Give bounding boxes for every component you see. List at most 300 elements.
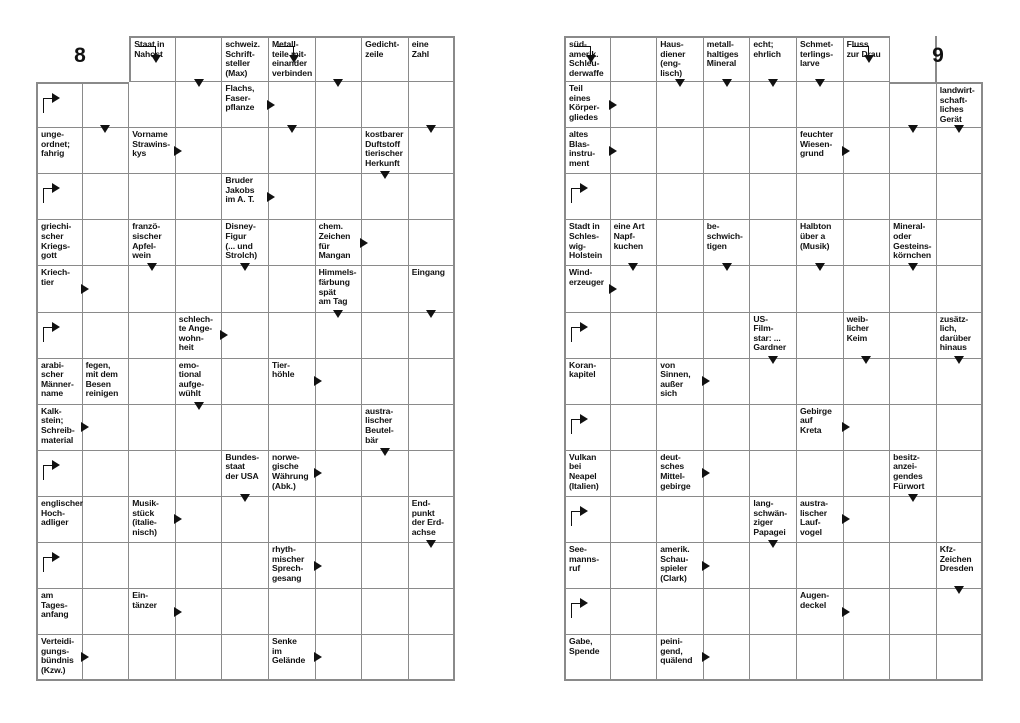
answer-cell[interactable] bbox=[750, 451, 797, 497]
arrow-down-icon bbox=[628, 263, 638, 271]
clue-text: arabi- scher Männer- name bbox=[41, 359, 74, 399]
answer-cell[interactable] bbox=[316, 174, 363, 220]
answer-cell[interactable] bbox=[797, 82, 844, 128]
clue-cell bbox=[657, 36, 704, 82]
answer-cell[interactable] bbox=[316, 451, 363, 497]
answer-cell[interactable] bbox=[222, 266, 269, 312]
answer-cell[interactable] bbox=[409, 405, 456, 451]
answer-cell[interactable] bbox=[409, 174, 456, 220]
answer-cell[interactable] bbox=[83, 82, 130, 128]
answer-cell[interactable] bbox=[704, 405, 751, 451]
arrow-down-icon bbox=[147, 263, 157, 271]
answer-cell[interactable] bbox=[316, 359, 363, 405]
clue-cell bbox=[269, 36, 316, 82]
answer-cell[interactable] bbox=[704, 635, 751, 681]
answer-cell[interactable] bbox=[129, 313, 176, 359]
clue-cell bbox=[704, 220, 751, 266]
clue-cell bbox=[564, 82, 611, 128]
clue-cell bbox=[409, 497, 456, 543]
clue-text: eine Art Napf- kuchen bbox=[613, 221, 645, 251]
arrow-down-icon bbox=[100, 125, 110, 133]
arrow-down-icon bbox=[380, 448, 390, 456]
arrow-right-icon bbox=[842, 422, 850, 432]
arrow-down-icon bbox=[954, 356, 964, 364]
clue-text: Himmels- färbung spät am Tag bbox=[318, 267, 357, 307]
arrow-hook-right-icon bbox=[571, 511, 582, 526]
answer-cell[interactable] bbox=[176, 266, 223, 312]
answer-cell[interactable] bbox=[409, 543, 456, 589]
clue-text: Mineral- oder Gesteins- körnchen bbox=[893, 221, 932, 261]
clue-text: Haus- diener (eng- lisch) bbox=[660, 39, 686, 78]
answer-cell[interactable] bbox=[269, 128, 316, 174]
answer-cell[interactable] bbox=[844, 497, 891, 543]
answer-cell[interactable] bbox=[176, 36, 223, 82]
answer-cell[interactable] bbox=[316, 635, 363, 681]
clue-cell bbox=[36, 128, 83, 174]
answer-cell[interactable] bbox=[750, 543, 797, 589]
answer-cell[interactable] bbox=[409, 451, 456, 497]
clue-text: Metall- teile mit- einander verbinden bbox=[271, 39, 313, 78]
answer-cell[interactable] bbox=[937, 266, 984, 312]
clue-cell bbox=[657, 543, 704, 589]
answer-cell[interactable] bbox=[83, 266, 130, 312]
clue-cell bbox=[657, 359, 704, 405]
clue-text: fegen, mit dem Besen reinigen bbox=[85, 359, 119, 399]
answer-cell[interactable] bbox=[750, 589, 797, 635]
answer-cell[interactable] bbox=[129, 405, 176, 451]
answer-cell[interactable] bbox=[937, 174, 984, 220]
arrow-down-icon bbox=[954, 586, 964, 594]
answer-cell[interactable] bbox=[657, 220, 704, 266]
answer-cell[interactable] bbox=[316, 36, 363, 82]
answer-cell[interactable] bbox=[844, 82, 891, 128]
answer-cell[interactable] bbox=[611, 635, 658, 681]
answer-cell[interactable] bbox=[129, 359, 176, 405]
arrow-hook-right-icon bbox=[43, 327, 54, 342]
clue-cell bbox=[222, 220, 269, 266]
arrow-down-icon bbox=[861, 356, 871, 364]
answer-cell[interactable] bbox=[704, 174, 751, 220]
clue-cell bbox=[797, 497, 844, 543]
clue-text: Staat in Nahost bbox=[134, 39, 165, 59]
answer-cell[interactable] bbox=[564, 313, 611, 359]
answer-cell[interactable] bbox=[409, 82, 456, 128]
clue-cell bbox=[564, 220, 611, 266]
clue-cell bbox=[564, 36, 611, 82]
clue-text: Fluss zur Drau bbox=[846, 39, 881, 59]
answer-cell[interactable] bbox=[937, 451, 984, 497]
answer-cell[interactable] bbox=[222, 359, 269, 405]
answer-cell[interactable] bbox=[564, 405, 611, 451]
answer-cell[interactable] bbox=[611, 405, 658, 451]
clue-cell bbox=[316, 220, 363, 266]
answer-cell[interactable] bbox=[611, 174, 658, 220]
answer-cell[interactable] bbox=[844, 174, 891, 220]
clue-text: besitz- anzei- gendes Fürwort bbox=[893, 451, 925, 491]
clue-cell bbox=[750, 36, 797, 82]
answer-cell[interactable] bbox=[36, 451, 83, 497]
clue-text: schweiz. Schrift- steller (Max) bbox=[225, 39, 260, 78]
clue-cell bbox=[797, 128, 844, 174]
clue-cell bbox=[129, 497, 176, 543]
clue-text: Stadt in Schles- wig- Holstein bbox=[569, 221, 603, 261]
answer-cell[interactable] bbox=[844, 266, 891, 312]
answer-cell[interactable] bbox=[844, 589, 891, 635]
answer-cell[interactable] bbox=[937, 220, 984, 266]
arrow-right-icon bbox=[609, 100, 617, 110]
arrow-down-icon bbox=[722, 263, 732, 271]
answer-cell[interactable] bbox=[176, 497, 223, 543]
clue-text: von Sinnen, außer sich bbox=[660, 359, 691, 399]
clue-text: altes Blas- instru- ment bbox=[569, 129, 596, 168]
clue-text: Bundes- staat der USA bbox=[225, 451, 260, 482]
clue-cell bbox=[222, 82, 269, 128]
arrow-right-icon bbox=[609, 146, 617, 156]
answer-cell[interactable] bbox=[222, 635, 269, 681]
answer-cell[interactable] bbox=[750, 174, 797, 220]
answer-cell[interactable] bbox=[129, 543, 176, 589]
answer-cell[interactable] bbox=[890, 543, 937, 589]
arrow-down-icon bbox=[954, 125, 964, 133]
answer-cell[interactable] bbox=[844, 543, 891, 589]
answer-cell[interactable] bbox=[657, 589, 704, 635]
answer-cell[interactable] bbox=[176, 589, 223, 635]
answer-cell[interactable] bbox=[362, 220, 409, 266]
answer-cell[interactable] bbox=[611, 451, 658, 497]
clue-text: Halbton über a (Musik) bbox=[799, 221, 832, 251]
clue-cell bbox=[36, 405, 83, 451]
answer-cell[interactable] bbox=[222, 128, 269, 174]
clue-text: US- Film- star: ... Gardner bbox=[753, 313, 787, 353]
answer-cell[interactable] bbox=[704, 359, 751, 405]
arrow-down-icon bbox=[908, 263, 918, 271]
page-number: 8 bbox=[74, 44, 86, 67]
answer-cell[interactable] bbox=[657, 497, 704, 543]
answer-cell[interactable] bbox=[657, 405, 704, 451]
arrow-hook-right-icon bbox=[43, 188, 54, 203]
answer-cell[interactable] bbox=[176, 405, 223, 451]
answer-cell[interactable] bbox=[316, 128, 363, 174]
answer-cell[interactable] bbox=[83, 589, 130, 635]
answer-cell[interactable] bbox=[564, 589, 611, 635]
answer-cell[interactable] bbox=[176, 174, 223, 220]
clue-text: chem. Zeichen für Mangan bbox=[318, 221, 351, 261]
clue-cell bbox=[937, 82, 984, 128]
answer-cell[interactable] bbox=[36, 174, 83, 220]
answer-cell[interactable] bbox=[611, 82, 658, 128]
answer-cell[interactable] bbox=[83, 635, 130, 681]
answer-cell[interactable] bbox=[797, 451, 844, 497]
answer-cell[interactable] bbox=[564, 497, 611, 543]
answer-cell[interactable] bbox=[176, 635, 223, 681]
answer-cell[interactable] bbox=[362, 451, 409, 497]
clue-cell bbox=[129, 128, 176, 174]
answer-cell[interactable] bbox=[176, 220, 223, 266]
answer-cell[interactable] bbox=[564, 174, 611, 220]
answer-cell[interactable] bbox=[611, 497, 658, 543]
answer-cell[interactable] bbox=[704, 128, 751, 174]
clue-text: lang- schwän- ziger Papagei bbox=[753, 497, 788, 537]
answer-cell[interactable] bbox=[704, 543, 751, 589]
clue-text: norwe- gische Währung (Abk.) bbox=[271, 451, 309, 491]
answer-cell[interactable] bbox=[704, 313, 751, 359]
clue-text: Verteidi- gungs- bündnis (Kzw.) bbox=[41, 636, 75, 675]
crossword-grid bbox=[564, 36, 983, 681]
answer-cell[interactable] bbox=[83, 543, 130, 589]
answer-cell[interactable] bbox=[269, 405, 316, 451]
answer-cell[interactable] bbox=[657, 128, 704, 174]
arrow-right-icon bbox=[702, 468, 710, 478]
answer-cell[interactable] bbox=[409, 359, 456, 405]
clue-cell bbox=[890, 220, 937, 266]
answer-cell[interactable] bbox=[36, 543, 83, 589]
clue-cell bbox=[36, 359, 83, 405]
arrow-right-icon bbox=[267, 100, 275, 110]
answer-cell[interactable] bbox=[611, 589, 658, 635]
answer-cell[interactable] bbox=[611, 36, 658, 82]
answer-cell[interactable] bbox=[362, 313, 409, 359]
arrow-down-icon bbox=[768, 540, 778, 548]
clue-cell bbox=[176, 313, 223, 359]
answer-cell[interactable] bbox=[362, 635, 409, 681]
answer-cell[interactable] bbox=[844, 451, 891, 497]
answer-cell[interactable] bbox=[316, 405, 363, 451]
clue-cell bbox=[36, 220, 83, 266]
answer-cell[interactable] bbox=[409, 128, 456, 174]
arrow-right-icon bbox=[702, 652, 710, 662]
clue-cell bbox=[36, 497, 83, 543]
arrow-right-icon bbox=[81, 284, 89, 294]
answer-cell[interactable] bbox=[797, 359, 844, 405]
answer-cell[interactable] bbox=[937, 128, 984, 174]
answer-cell[interactable] bbox=[362, 497, 409, 543]
clue-cell bbox=[269, 451, 316, 497]
arrow-down-icon bbox=[287, 125, 297, 133]
answer-cell[interactable] bbox=[750, 220, 797, 266]
answer-cell[interactable] bbox=[83, 174, 130, 220]
answer-cell[interactable] bbox=[316, 82, 363, 128]
clue-text: zusätz- lich, darüber hinaus bbox=[939, 313, 972, 353]
answer-cell[interactable] bbox=[611, 359, 658, 405]
answer-cell[interactable] bbox=[83, 451, 130, 497]
answer-cell[interactable] bbox=[316, 497, 363, 543]
answer-cell[interactable] bbox=[797, 543, 844, 589]
arrow-right-icon bbox=[842, 146, 850, 156]
answer-cell[interactable] bbox=[937, 497, 984, 543]
answer-cell[interactable] bbox=[890, 405, 937, 451]
answer-cell[interactable] bbox=[657, 82, 704, 128]
answer-cell[interactable] bbox=[704, 82, 751, 128]
arrow-right-icon bbox=[702, 376, 710, 386]
answer-cell[interactable] bbox=[176, 451, 223, 497]
arrow-right-icon bbox=[842, 514, 850, 524]
crossword-grid bbox=[36, 36, 455, 681]
answer-cell[interactable] bbox=[222, 313, 269, 359]
answer-cell[interactable] bbox=[269, 589, 316, 635]
answer-cell[interactable] bbox=[890, 497, 937, 543]
clue-text: Gabe, Spende bbox=[569, 636, 600, 656]
answer-cell[interactable] bbox=[83, 220, 130, 266]
clue-text: Augen- deckel bbox=[799, 590, 829, 610]
clue-text: am Tages- anfang bbox=[41, 590, 69, 620]
answer-cell[interactable] bbox=[797, 635, 844, 681]
clue-text: rhyth- mischer Sprech- gesang bbox=[271, 544, 305, 583]
answer-cell[interactable] bbox=[657, 266, 704, 312]
answer-cell[interactable] bbox=[750, 405, 797, 451]
arrow-down-icon bbox=[240, 494, 250, 502]
answer-cell[interactable] bbox=[611, 128, 658, 174]
answer-cell[interactable] bbox=[611, 266, 658, 312]
arrow-right-icon bbox=[360, 238, 368, 248]
answer-cell[interactable] bbox=[890, 589, 937, 635]
answer-cell[interactable] bbox=[129, 451, 176, 497]
answer-cell[interactable] bbox=[316, 589, 363, 635]
answer-cell[interactable] bbox=[362, 543, 409, 589]
clue-cell bbox=[797, 589, 844, 635]
answer-cell[interactable] bbox=[704, 266, 751, 312]
clue-cell bbox=[564, 266, 611, 312]
answer-cell[interactable] bbox=[83, 313, 130, 359]
clue-cell bbox=[36, 589, 83, 635]
answer-cell[interactable] bbox=[269, 266, 316, 312]
answer-cell[interactable] bbox=[844, 635, 891, 681]
arrow-right-icon bbox=[220, 330, 228, 340]
clue-text: peini- gend, quälend bbox=[660, 636, 693, 666]
clue-text: weib- licher Keim bbox=[846, 313, 869, 343]
clue-cell bbox=[797, 405, 844, 451]
clue-cell bbox=[129, 36, 176, 82]
answer-cell[interactable] bbox=[222, 405, 269, 451]
answer-cell[interactable] bbox=[797, 266, 844, 312]
answer-cell[interactable] bbox=[222, 497, 269, 543]
answer-cell[interactable] bbox=[844, 220, 891, 266]
answer-cell[interactable] bbox=[657, 174, 704, 220]
answer-cell[interactable] bbox=[129, 82, 176, 128]
answer-cell[interactable] bbox=[362, 82, 409, 128]
answer-cell[interactable] bbox=[362, 174, 409, 220]
clue-text: Schmet- terlings- larve bbox=[799, 39, 834, 69]
clue-text: Disney- Figur (... und Strolch) bbox=[225, 221, 258, 261]
arrow-right-icon bbox=[174, 146, 182, 156]
answer-cell[interactable] bbox=[176, 543, 223, 589]
answer-cell[interactable] bbox=[890, 313, 937, 359]
answer-cell[interactable] bbox=[316, 313, 363, 359]
answer-cell[interactable] bbox=[611, 313, 658, 359]
answer-cell[interactable] bbox=[83, 497, 130, 543]
answer-cell[interactable] bbox=[129, 266, 176, 312]
answer-cell[interactable] bbox=[129, 174, 176, 220]
answer-cell[interactable] bbox=[409, 635, 456, 681]
answer-cell[interactable] bbox=[750, 82, 797, 128]
answer-cell[interactable] bbox=[129, 635, 176, 681]
arrow-down-icon bbox=[426, 125, 436, 133]
answer-cell[interactable] bbox=[36, 82, 83, 128]
answer-cell[interactable] bbox=[890, 128, 937, 174]
answer-cell[interactable] bbox=[937, 589, 984, 635]
clue-text: Vulkan bei Neapel (Italien) bbox=[569, 451, 599, 491]
clue-text: Kfz- Zeichen Dresden bbox=[939, 544, 974, 574]
answer-cell[interactable] bbox=[36, 313, 83, 359]
answer-cell[interactable] bbox=[611, 543, 658, 589]
answer-cell[interactable] bbox=[890, 174, 937, 220]
clue-text: austra- lischer Lauf- vogel bbox=[799, 497, 828, 537]
answer-cell[interactable] bbox=[890, 359, 937, 405]
clue-text: Tier- höhle bbox=[271, 359, 295, 380]
answer-cell[interactable] bbox=[704, 497, 751, 543]
answer-cell[interactable] bbox=[890, 635, 937, 681]
answer-cell[interactable] bbox=[176, 128, 223, 174]
answer-cell[interactable] bbox=[704, 451, 751, 497]
clue-text: Vorname Strawins- kys bbox=[132, 129, 170, 159]
answer-cell[interactable] bbox=[937, 405, 984, 451]
answer-cell[interactable] bbox=[269, 313, 316, 359]
clue-text: süd- amerik. Schleu- derwaffe bbox=[569, 39, 604, 78]
answer-cell[interactable] bbox=[269, 82, 316, 128]
clue-cell bbox=[657, 451, 704, 497]
clue-cell bbox=[222, 36, 269, 82]
answer-cell[interactable] bbox=[222, 543, 269, 589]
answer-cell[interactable] bbox=[83, 128, 130, 174]
clue-text: Eingang bbox=[411, 267, 445, 278]
answer-cell[interactable] bbox=[750, 359, 797, 405]
clue-text: Wind- erzeuger bbox=[569, 267, 605, 288]
clue-text: griechi- scher Kriegs- gott bbox=[41, 221, 72, 261]
answer-cell[interactable] bbox=[269, 220, 316, 266]
clue-cell bbox=[409, 36, 456, 82]
answer-cell[interactable] bbox=[176, 82, 223, 128]
answer-cell[interactable] bbox=[750, 635, 797, 681]
answer-cell[interactable] bbox=[937, 635, 984, 681]
clue-cell bbox=[362, 405, 409, 451]
answer-cell[interactable] bbox=[844, 128, 891, 174]
arrow-right-icon bbox=[314, 376, 322, 386]
answer-cell[interactable] bbox=[362, 359, 409, 405]
clue-text: schlech- te Ange- wohn- heit bbox=[178, 313, 213, 353]
answer-cell[interactable] bbox=[844, 405, 891, 451]
answer-cell[interactable] bbox=[362, 266, 409, 312]
clue-text: Kalk- stein; Schreib- material bbox=[41, 405, 75, 445]
answer-cell[interactable] bbox=[409, 220, 456, 266]
answer-cell[interactable] bbox=[657, 313, 704, 359]
answer-cell[interactable] bbox=[890, 266, 937, 312]
answer-cell[interactable] bbox=[844, 359, 891, 405]
clue-text: deut- sches Mittel- gebirge bbox=[660, 451, 691, 491]
answer-cell[interactable] bbox=[890, 82, 937, 128]
answer-cell[interactable] bbox=[750, 128, 797, 174]
answer-cell[interactable] bbox=[362, 589, 409, 635]
answer-cell[interactable] bbox=[704, 589, 751, 635]
answer-cell[interactable] bbox=[750, 266, 797, 312]
answer-cell[interactable] bbox=[316, 543, 363, 589]
clue-text: Musik- stück (italie- nisch) bbox=[132, 497, 159, 537]
answer-cell[interactable] bbox=[269, 497, 316, 543]
answer-cell[interactable] bbox=[83, 405, 130, 451]
answer-cell[interactable] bbox=[409, 313, 456, 359]
answer-cell[interactable] bbox=[797, 174, 844, 220]
clue-text: englischer Hoch- adliger bbox=[41, 497, 83, 528]
answer-cell[interactable] bbox=[409, 589, 456, 635]
clue-cell bbox=[222, 451, 269, 497]
answer-cell[interactable] bbox=[797, 313, 844, 359]
page-number: 9 bbox=[932, 44, 944, 67]
answer-cell[interactable] bbox=[937, 359, 984, 405]
answer-cell[interactable] bbox=[222, 589, 269, 635]
arrow-down-icon bbox=[380, 171, 390, 179]
answer-cell[interactable] bbox=[269, 174, 316, 220]
clue-cell bbox=[176, 359, 223, 405]
clue-cell bbox=[564, 451, 611, 497]
clue-text: Gebirge auf Kreta bbox=[799, 405, 832, 435]
